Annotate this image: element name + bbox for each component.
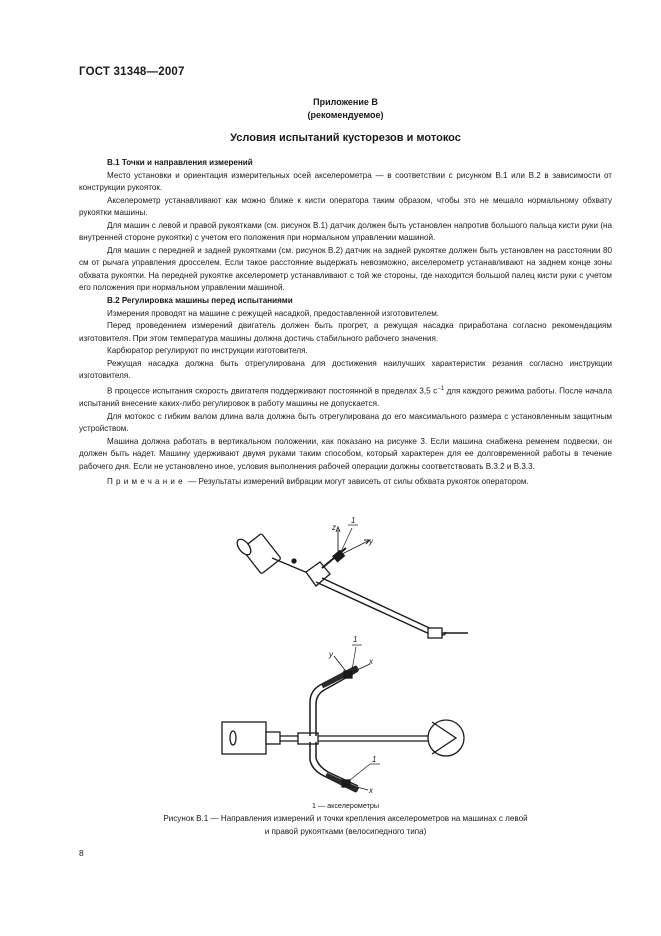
callout-line-lower: [350, 764, 370, 780]
accelerometer-upper: [344, 671, 352, 678]
axis-y-label-upper: y: [329, 650, 333, 659]
paragraph: Машина должна работать в вертикальном положении, как показано на рисунке 3. Если машина снабжена ременем подвески, он должен быть надет. Машину удерживают двумя руками таким способом, который характерен для ее долговременной работы в течение рабочего дня. Если не установлено иное, условия выполнения рабочей операции должны соответствовать В.3.2 и В.3.3.: [79, 436, 612, 471]
paragraph: Перед проведением измерений двигатель должен быть прогрет, а режущая насадка приработана согласно рекомендациям изготовителя. При этом температура машины должна достичь стабильного рабочего значения.: [79, 321, 612, 343]
annex-label: Приложение В: [313, 97, 378, 107]
axis-x-label-upper: x: [369, 657, 373, 666]
cutter-head: [428, 628, 442, 638]
note-lead: Примечание: [107, 477, 186, 487]
caption-line-1: Рисунок В.1 — Направления измерений и точки крепления акселерометров на машинах с левой: [163, 814, 528, 823]
engine-coupling: [266, 732, 280, 744]
speed-unit-exponent: −1: [437, 385, 445, 392]
main-tube-upper: [322, 578, 438, 632]
machine-top-view: [222, 645, 464, 792]
section-heading-b1: В.1 Точки и направления измерений: [107, 158, 253, 167]
handle-clamp: [298, 733, 318, 744]
paragraph: Для машин с передней и задней рукоятками (см. рисунок В.2) датчик на задней рукоятке должен быть установлен на расстоянии 80 см от рычага управления дросселем. Если такое расстояние выдержать невозможно, акселерометр устанавливают на заднем конце зоны обхвата рукоятки. На передней рукоятке акселерометр устанавливают с той же стороны, где находится большой палец кисти руки с учетом его положения при нормальном управлении машиной.: [79, 245, 612, 293]
machine-side-view: [235, 525, 468, 638]
axis-y-label: y: [369, 537, 373, 546]
speed-text-a: В процессе испытания скорость двигателя поддерживают постоянной в пределах 3,5 с: [107, 386, 438, 396]
callout-label: 1: [351, 516, 356, 525]
paragraph: Акселерометр устанавливают как можно ближе к кисти оператора таким образом, чтобы это не мешало нормальному обхвату рукоятки машины.: [79, 195, 612, 218]
axis-z-label: z: [332, 523, 336, 532]
paragraph: Для машин с левой и правой рукоятками (см. рисунок В.1) датчик должен быть установлен напротив большого пальца кисти руки (на внутренней стороне рукоятки) с учетом его положения при нормальном управлении машиной.: [79, 220, 612, 243]
page-number: 8: [79, 848, 84, 858]
caption-line-2: и правой рукоятками (велосипедного типа): [264, 826, 427, 836]
callout-label-upper: 1: [353, 635, 358, 644]
paragraph: Измерения проводят на машине с режущей насадкой, предоставленной изготовителем.: [107, 308, 440, 318]
standard-header: ГОСТ 31348—2007: [79, 66, 185, 78]
axis-y-upper: [334, 656, 348, 674]
paragraph: Карбюратор регулируют по инструкции изготовителя.: [107, 346, 308, 356]
section-heading-b2: В.2 Регулировка машины перед испытаниями: [107, 296, 293, 306]
accelerometer-lower: [342, 780, 350, 787]
figure-legend: 1 — акселерометры: [311, 801, 380, 810]
main-tube-lower: [316, 582, 434, 636]
engine-block: [222, 722, 266, 754]
shaft-bolt: [292, 559, 296, 563]
paragraph: Для мотокос с гибким валом длина вала должна быть отрегулирована до его максимального размера с установленным защитным устройством.: [79, 411, 612, 434]
annex-title: Условия испытаний кусторезов и мотокос: [230, 132, 461, 144]
figure-caption: [79, 813, 612, 838]
note-text: — Результаты измерений вибрации могут зависеть от силы обхвата рукояток оператором.: [185, 477, 529, 487]
paragraph: Место установки и ориентация измерительных осей акселерометра — в соответствии с рисунком В.1 или В.2 в зависимости от конструкции рукояток.: [79, 170, 612, 193]
callout-label-lower: 1: [372, 755, 377, 764]
axis-x-label-lower: x: [369, 786, 373, 795]
annex-status: (рекомендуемое): [307, 110, 384, 120]
cutter-disc: [428, 720, 464, 756]
speed-text-b: для каждого режима работы. После начала испытаний внесение каких-либо регулировок в работу машины не допускается.: [79, 386, 612, 409]
paragraph: Режущая насадка должна быть отрегулирована для достижения наилучших характеристик резания согласно инструкции изготовителя.: [79, 358, 612, 381]
